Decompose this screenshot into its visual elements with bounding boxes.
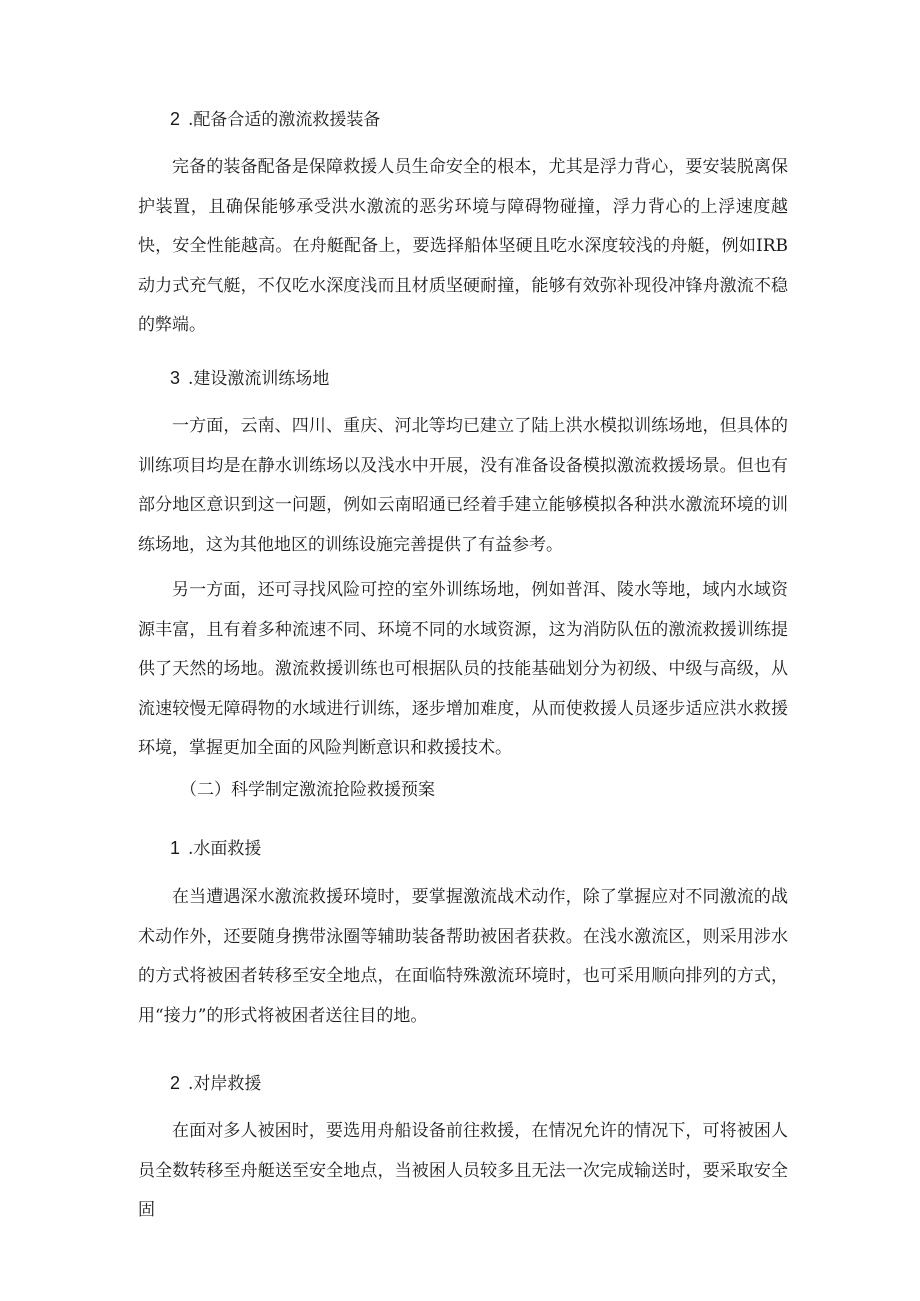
- paragraph-shore-rescue: 在面对多人被困时，要选用舟船设备前往救援，在情况允许的情况下，可将被困人员全数转移至舟艇送至安全地点，当被困人员较多且无法一次完成输送时，要采取安全固: [138, 1121, 788, 1220]
- heading-number: 2: [170, 1073, 181, 1093]
- section-heading-water-rescue: [170, 836, 261, 861]
- paragraph-equipment: 完备的装备配备是保障救援人员生命安全的根本，尤其是浮力背心，要安装脱离保护装置，且确保能够承受洪水激流的恶劣环境与障碍物碰撞，浮力背心的上浮速度越快，安全性能越高。在舟艇配备上，要选择船体坚硬且吃水深度较浅的舟艇，例如IRB动力式充气艇，不仅吃水深度浅而且材质坚硬耐撞，能够有效弥补现役冲锋舟激流不稳的弊端。: [138, 157, 788, 335]
- section-heading-equipment: [170, 107, 380, 132]
- heading-text: .水面救援: [188, 839, 262, 859]
- paragraph-training-site-1: 一方面，云南、四川、重庆、河北等均已建立了陆上洪水模拟训练场地，但具体的训练项目均是在静水训练场以及浅水中开展，没有准备设备模拟激流救援场景。但也有部分地区意识到这一问题，例如云南昭通已经着手建立能够模拟各种洪水激流环境的训练场地，这为其他地区的训练设施完善提供了有益参考。: [138, 416, 788, 555]
- heading-text: .建设激流训练场地: [188, 369, 330, 389]
- heading-text: .对岸救援: [188, 1074, 262, 1094]
- paragraph-training-site-2: 另一方面，还可寻找风险可控的室外训练场地，例如普洱、陵水等地，域内水域资源丰富，且有着多种流速不同、环境不同的水域资源，这为消防队伍的激流救援训练提供了天然的场地。激流救援训练也可根据队员的技能基础划分为初级、中级与高级，从流速较慢无障碍物的水域进行训练，逐步增加难度，从而使救援人员逐步适应洪水救援环境，掌握更加全面的风险判断意识和救援技术。: [138, 580, 788, 758]
- heading-number: 2: [170, 109, 181, 129]
- subsection-heading-rescue-plan: （二）科学制定激流抢险救援预案: [180, 780, 435, 800]
- section-heading-shore-rescue: [170, 1071, 261, 1096]
- heading-text: .配备合适的激流救援装备: [188, 110, 381, 130]
- heading-number: 3: [170, 368, 181, 388]
- section-heading-training-site: [170, 366, 329, 391]
- paragraph-water-rescue: 在当遭遇深水激流救援环境时，要掌握激流战术动作，除了掌握应对不同激流的战术动作外，还要随身携带泳圈等辅助装备帮助被困者获救。在浅水激流区，则采用涉水的方式将被困者转移至安全地点，在面临特殊激流环境时，也可采用顺向排列的方式，用“接力”的形式将被困者送往目的地。: [138, 887, 788, 1026]
- heading-number: 1: [170, 838, 181, 858]
